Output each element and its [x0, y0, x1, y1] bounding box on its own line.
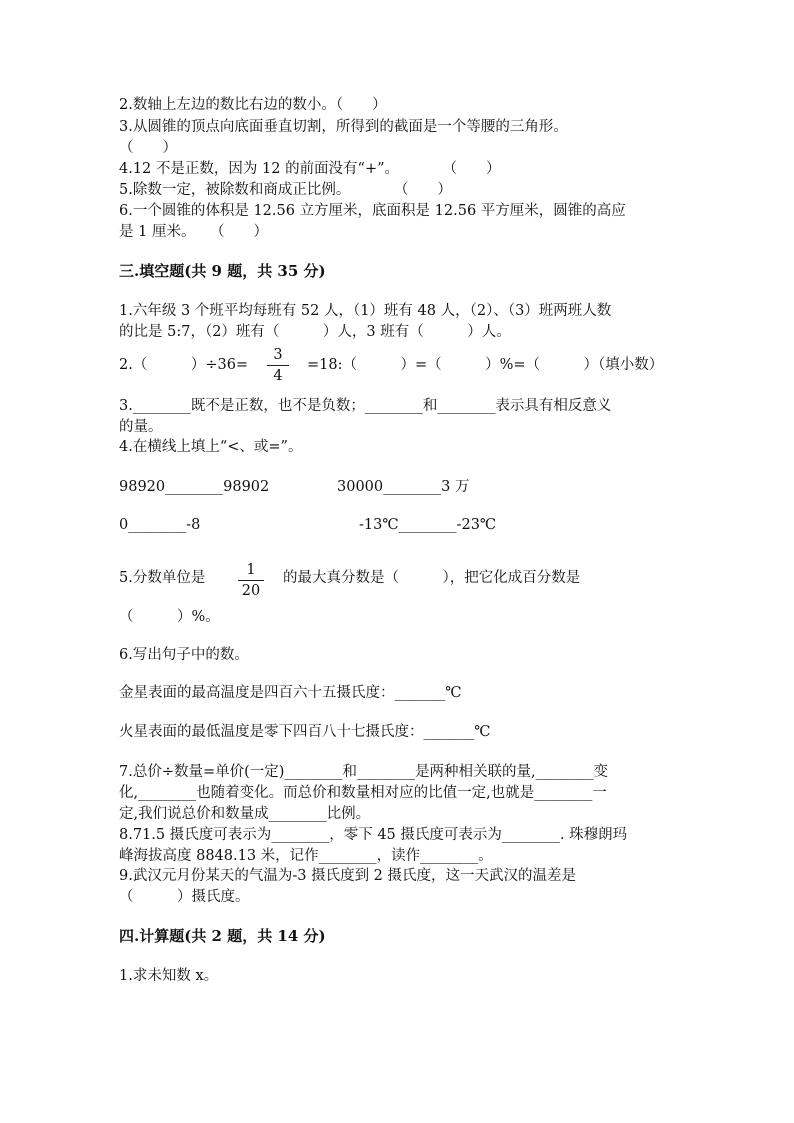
fill-q6-a: 金星表面的最高温度是四百六十五摄氏度：_______℃: [119, 685, 462, 701]
section4-heading: 四.计算题(共 2 题，共 14 分): [119, 927, 326, 945]
fill-q5-right: 的最大真分数是（ ），把它化成百分数是: [283, 570, 581, 586]
judge-item-6: 6.一个圆锥的体积是 12.56 立方厘米，底面积是 12.56 平方厘米，圆锥的高应: [119, 203, 626, 219]
fill-q4-a: 98920________98902: [119, 479, 270, 495]
judge-item-5: 5.除数一定，被除数和商成正比例。 （ ）: [119, 182, 452, 198]
fill-q8-line1: 8.71.5 摄氏度可表示为________，零下 45 摄氏度可表示为________. 珠穆朗玛: [119, 827, 628, 843]
fill-q7-line3: 定,我们说总价和数量成________比例。: [119, 806, 371, 822]
judge-item-3: 3.从圆锥的顶点向底面垂直切割，所得到的截面是一个等腰的三角形。: [119, 119, 568, 135]
judge-item-6-cont: 是 1 厘米。 （ ）: [119, 224, 268, 240]
fill-q5-line2: （ ）%。: [119, 609, 220, 625]
fill-q9-line2: （ ）摄氏度。: [119, 889, 250, 905]
fill-q4-c: 0________-8: [119, 517, 201, 533]
fill-q5-fraction: [238, 562, 264, 599]
calc-q1: 1.求未知数 x。: [119, 968, 219, 984]
fill-q4-d: -13℃________-23℃: [359, 517, 497, 533]
fill-q2-fraction: [267, 347, 289, 384]
fill-q8-line2: 峰海拔高度 8848.13 米，记作________，读作________。: [119, 848, 493, 864]
fill-q3-line1: 3.________既不是正数，也不是负数；________和________表示具有相反意义: [119, 398, 612, 414]
fill-q6: 6.写出句子中的数。: [119, 647, 249, 663]
fraction-denominator: 4: [273, 368, 283, 384]
fill-q2-right: =18:（ ）=（ ）%=（ ）（填小数）: [307, 357, 664, 373]
fraction-numerator: 3: [273, 347, 283, 363]
judge-item-2: 2.数轴上左边的数比右边的数小。（ ）: [119, 97, 387, 113]
fill-q1-line1: 1.六年级 3 个班平均每班有 52 人，（1）班有 48 人，（2）、（3）班两班人数: [119, 303, 612, 319]
fill-q3-line2: 的量。: [119, 419, 163, 435]
fraction-numerator: 1: [246, 562, 256, 578]
fraction-bar: [238, 580, 264, 581]
fill-q4: 4.在横线上填上“<、或=”。: [119, 439, 303, 455]
fill-q7-line2: 化,________也随着变化。而总价和数量相对应的比值一定,也就是________一: [119, 785, 607, 801]
judge-item-3-blank: （ ）: [119, 140, 177, 156]
fill-q2-left: 2.（ ）÷36=: [119, 357, 249, 373]
section3-heading: 三.填空题(共 9 题，共 35 分): [119, 262, 326, 280]
fraction-denominator: 20: [241, 583, 261, 599]
fraction-bar: [267, 365, 289, 366]
fill-q5-left: 5.分数单位是: [119, 570, 206, 586]
fill-q6-b: 火星表面的最低温度是零下四百八十七摄氏度：_______℃: [119, 724, 491, 740]
fill-q9-line1: 9.武汉元月份某天的气温为-3 摄氏度到 2 摄氏度，这一天武汉的温差是: [119, 868, 577, 884]
fill-q7-line1: 7.总价÷数量=单价(一定)________和________是两种相关联的量,________变: [119, 764, 609, 780]
fill-q4-b: 30000________3 万: [337, 479, 470, 495]
fill-q1-line2: 的比是 5:7，（2）班有（ ）人，3 班有（ ）人。: [119, 324, 511, 340]
judge-item-4: 4.12 不是正数，因为 12 的前面没有“+”。 （ ）: [119, 161, 501, 177]
